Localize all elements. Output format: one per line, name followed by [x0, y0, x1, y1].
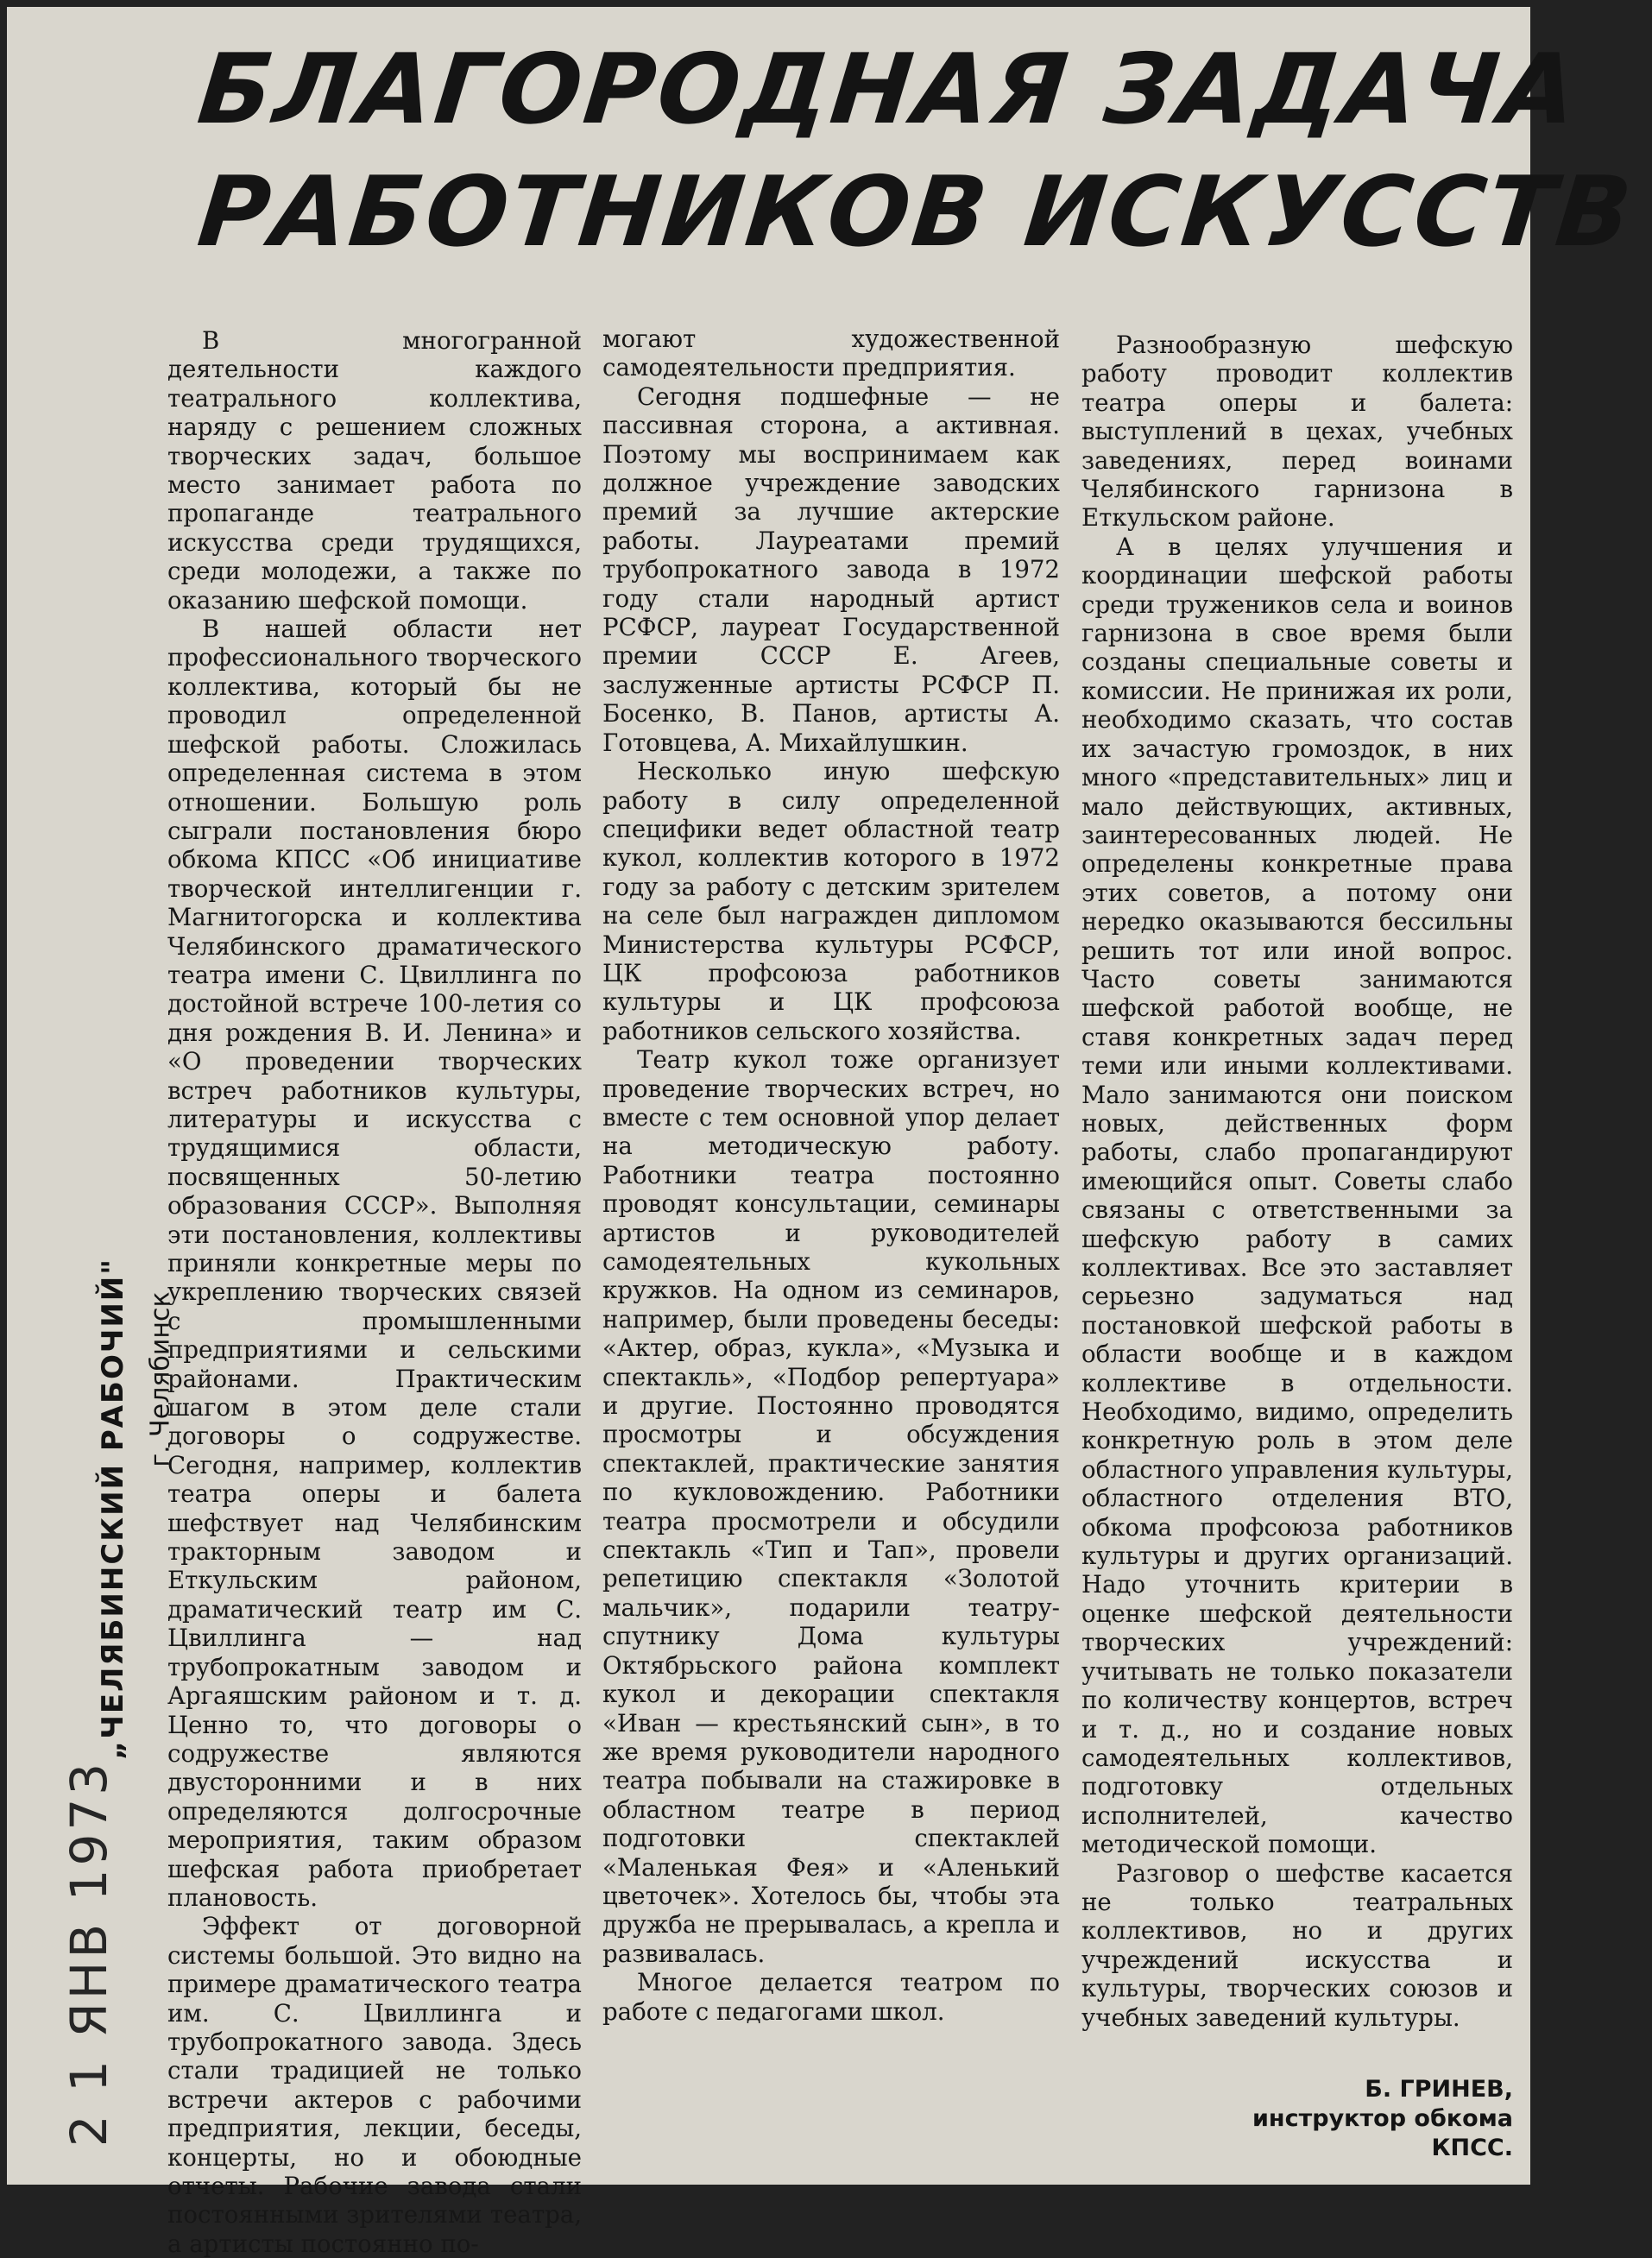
paragraph: Многое делается театром по работе с педагогами школ. — [602, 1968, 1060, 2026]
headline-line-1: БЛАГОРОДНАЯ ЗАДАЧА — [192, 34, 1585, 146]
newspaper-name: „ЧЕЛЯБИНСКИЙ РАБОЧИЙ" — [96, 1258, 130, 1760]
newspaper-city: г. Челябинск — [145, 1291, 176, 1467]
article-column-3 — [1081, 331, 1513, 2032]
article-column-1 — [167, 326, 582, 2258]
paragraph: Разговор о шефстве касается не только театральных коллективов, но и других учреждений искусства и культуры, творческих союзов и учебных заведений культуры. — [1081, 1858, 1513, 2032]
paragraph: А в целях улучшения и координации шефской работы среди тружеников села и воинов гарнизона в свое время были созданы специальные советы и комиссии. Не принижая их роли, необходимо сказать, что состав их зачастую громоздок, в них много «представительных» лиц и мало действующих, активных, заинтересованных людей. Не определены конкретные права этих советов, а потому они нередко оказываются бессильны решить тот или иной вопрос. Часто советы занимаются шефской работой вообще, не ставя конкретных задач перед теми или иными коллективами. Мало занимаются они поиском новых, действенных форм работы, слабо пропагандируют имеющийся опыт. Советы слабо связаны с ответственными за шефскую работу в самих коллективах. Все это заставляет серьезно задуматься над постановкой шефской работы в области вообще и в каждом коллективе в отдельности. Необходимо, видимо, определить конкретную роль в этом деле областного управления культуры, областного отделения ВТО, обкома профсоюза работников культуры и других организаций. Надо уточнить критерии в оценке шефской деятельности творческих учреждений: учитывать не только показатели по количеству концертов, встреч и т. д., но и создание новых самодеятельных коллективов, подготовку отдельных исполнителей, качество методической помощи. — [1081, 532, 1513, 1859]
date-stamp: 2 1 ЯНВ 1973 — [60, 1759, 118, 2148]
article-column-2 — [602, 325, 1060, 2026]
paragraph: Сегодня подшефные — не пассивная сторона, а активная. Поэтому мы воспринимаем как должное учреждение заводских премий за лучшие актерские работы. Лауреатами премий трубопрокатного завода в 1972 году стали народный артист РСФСР, лауреат Государственной премии СССР Е. Агеев, заслуженные артисты РСФСР П. Босенко, В. Панов, артисты А. Готовцева, А. Михайлушкин. — [602, 382, 1060, 757]
paragraph: В нашей области нет профессионального творческого коллектива, который бы не проводил определенной шефской работы. Сложилась определенная система в этом отношении. Большую роль сыграли постановления бюро обкома КПСС «Об инициативе творческой интеллигенции г. Магнитогорска и коллектива Челябинского драматического театра имени С. Цвиллинга по достойной встрече 100-летия со дня рождения В. И. Ленина» и «О проведении творческих встреч работников культуры, литературы и искусства с трудящимися области, посвященных 50-летию образования СССР». Выполняя эти постановления, коллективы приняли конкретные меры по укреплению творческих связей с промышленными предприятиями и сельскими районами. Практическим шагом в этом деле стали договоры о содружестве. Сегодня, например, коллектив театра оперы и балета шефствует над Челябинским тракторным заводом и Еткульским районом, драматический театр им С. Цвиллинга — над трубопрокатным заводом и Аргаяшским районом и т. д. Ценно то, что договоры о содружестве являются двусторонними и в них определяются долгосрочные мероприятия, таким образом шефская работа приобретает плановость. — [167, 615, 582, 1912]
paragraph: Несколько иную шефскую работу в силу определенной специфики ведет областной театр кукол, коллектив которого в 1972 году за работу с детским зрителем на селе был награжден дипломом Министерства культуры РСФСР, ЦК профсоюза работников культуры и ЦК профсоюза работников сельского хозяйства. — [602, 757, 1060, 1045]
headline — [180, 28, 1639, 274]
paragraph: Разнообразную шефскую работу проводит коллектив театра оперы и балета: выступлений в цехах, учебных заведениях, перед воинами Челябинского гарнизона в Еткульском районе. — [1081, 331, 1513, 533]
paragraph: Эффект от договорной системы большой. Это видно на примере драматического театра им. С. Цвиллинга и трубопрокатного завода. Здесь стали традицией не только встречи актеров с рабочими предприятия, лекции, беседы, концерты, но и обоюдные отчеты. Рабочие завода стали постоянными зрителями театра, а артисты постоянно по- — [167, 1912, 582, 2258]
author-name: Б. ГРИНЕВ, — [1365, 2076, 1513, 2103]
author-signature — [1081, 2075, 1513, 2163]
newspaper-clipping — [7, 7, 1639, 2258]
author-title-org: КПСС. — [1431, 2135, 1513, 2161]
paragraph: Театр кукол тоже организует проведение творческих встреч, но вместе с тем основной упор делает на методическую работу. Работники театра постоянно проводят консультации, семинары артистов и руководителей самодеятельных кукольных кружков. На одном из семинаров, например, были проведены беседы: «Актер, образ, кукла», «Музыка и спектакль», «Подбор репертуара» и другие. Постоянно проводятся просмотры и обсуждения спектаклей, практические занятия по кукловождению. Работники театра просмотрели и обсудили спектакль «Тип и Тап», провели репетицию спектакля «Золотой мальчик», подарили театру-спутнику Дома культуры Октябрьского района комплект кукол и декорации спектакля «Иван — крестьянский сын», в то же время руководители народного театра побывали на стажировке в областном театре в период подготовки спектаклей «Маленькая Фея» и «Аленький цветочек». Хотелось бы, чтобы эта дружба не прерывалась, а крепла и развивалась. — [602, 1045, 1060, 1968]
headline-line-2: РАБОТНИКОВ ИСКУССТВ — [192, 156, 1639, 268]
paragraph: могают художественной самодеятельности предприятия. — [602, 325, 1060, 382]
paragraph: В многогранной деятельности каждого театрального коллектива, наряду с решением сложных творческих задач, большое место занимает работа по пропаганде театрального искусства среди трудящихся, среди молодежи, а также по оказанию шефской помощи. — [167, 326, 582, 615]
author-title: инструктор обкома — [1252, 2105, 1513, 2132]
